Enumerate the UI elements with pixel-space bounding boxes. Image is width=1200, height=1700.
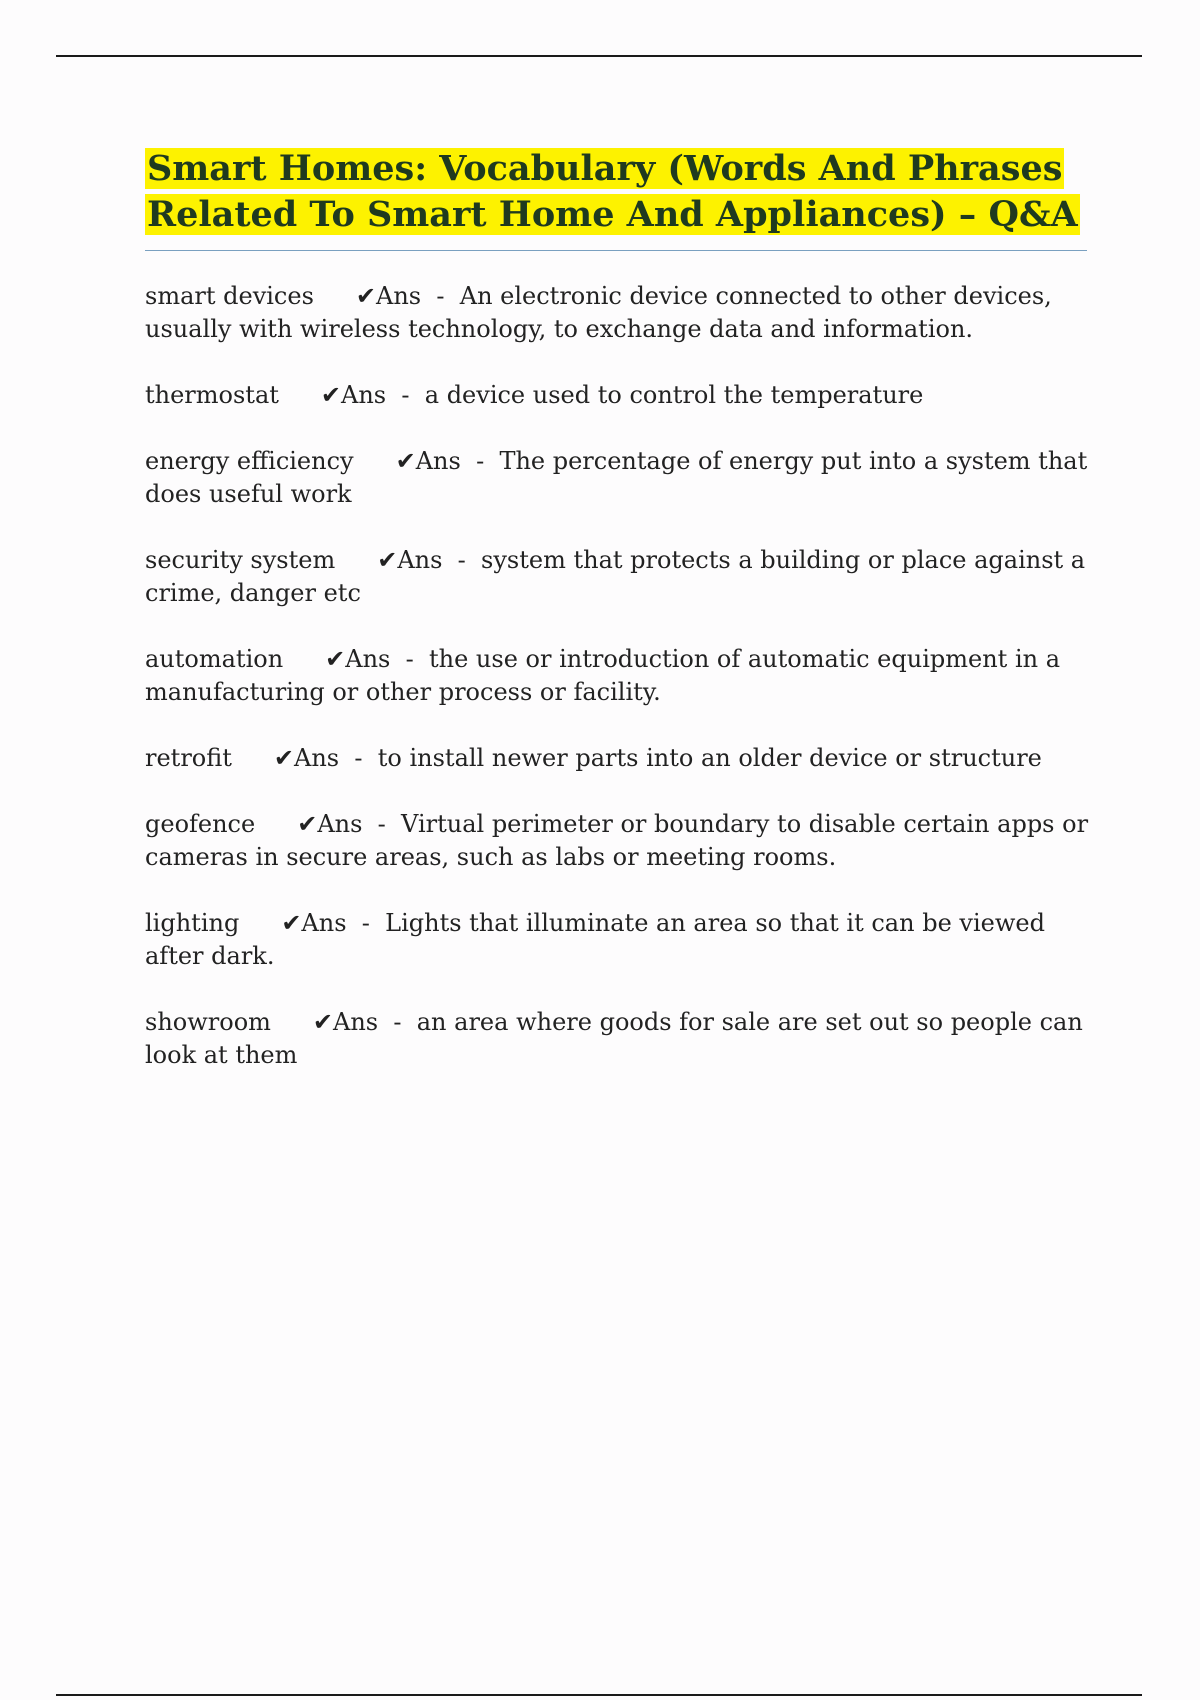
answer-separator: - xyxy=(386,381,425,409)
title-block xyxy=(145,146,1087,251)
qa-term: security system xyxy=(145,546,336,574)
qa-term: thermostat xyxy=(145,381,279,409)
qa-list xyxy=(145,280,1090,1105)
qa-item xyxy=(145,808,1090,874)
answer-separator: - xyxy=(378,1008,417,1036)
answer-marker: ✔Ans xyxy=(297,810,363,838)
qa-definition: a device used to control the temperature xyxy=(424,381,924,409)
top-rule xyxy=(56,55,1142,57)
qa-term: showroom xyxy=(145,1008,271,1036)
answer-marker: ✔Ans xyxy=(355,282,422,310)
answer-separator: - xyxy=(442,546,482,574)
qa-definition: the use or introduction of automatic equipment in a manufacturing or other process or facility. xyxy=(145,645,1061,706)
title-line-2: Related To Smart Home And Appliances) – Q&A xyxy=(147,194,1078,235)
answer-separator: - xyxy=(362,810,402,838)
title-line-1: Smart Homes: Vocabulary (Words And Phrases xyxy=(147,148,1063,189)
answer-separator: - xyxy=(460,447,500,475)
qa-definition: Lights that illuminate an area so that it can be viewed after dark. xyxy=(145,909,1045,970)
qa-definition: an area where goods for sale are set out so people can look at them xyxy=(145,1008,1083,1069)
qa-item xyxy=(145,544,1090,610)
answer-marker: ✔Ans xyxy=(325,645,391,673)
qa-term: retrofit xyxy=(145,744,232,772)
answer-marker: ✔Ans xyxy=(395,447,461,475)
qa-item xyxy=(145,907,1090,973)
qa-term: automation xyxy=(145,645,284,673)
bottom-rule xyxy=(56,1694,1142,1696)
answer-separator: - xyxy=(421,282,460,310)
answer-separator: - xyxy=(339,744,378,772)
qa-item xyxy=(145,280,1090,346)
qa-item xyxy=(145,643,1090,709)
answer-separator: - xyxy=(390,645,429,673)
qa-definition: An electronic device connected to other devices, usually with wireless technology, to exchange data and information. xyxy=(145,282,1052,343)
qa-term: energy efficiency xyxy=(145,447,354,475)
page-title xyxy=(145,146,1087,238)
answer-marker: ✔Ans xyxy=(320,381,387,409)
qa-term: lighting xyxy=(145,909,240,937)
qa-definition: Virtual perimeter or boundary to disable certain apps or cameras in secure areas, such as labs or meeting rooms. xyxy=(145,810,1089,871)
answer-marker: ✔Ans xyxy=(273,744,340,772)
qa-term: geofence xyxy=(145,810,256,838)
answer-separator: - xyxy=(346,909,386,937)
qa-item xyxy=(145,742,1090,775)
qa-definition: to install newer parts into an older device or structure xyxy=(377,744,1042,772)
qa-item xyxy=(145,1006,1090,1072)
answer-marker: ✔Ans xyxy=(377,546,443,574)
qa-item xyxy=(145,379,1090,412)
qa-item xyxy=(145,445,1090,511)
qa-definition: The percentage of energy put into a system that does useful work xyxy=(145,447,1088,508)
qa-definition: system that protects a building or place against a crime, danger etc xyxy=(145,546,1086,607)
answer-marker: ✔Ans xyxy=(312,1008,379,1036)
qa-term: smart devices xyxy=(145,282,314,310)
answer-marker: ✔Ans xyxy=(281,909,347,937)
